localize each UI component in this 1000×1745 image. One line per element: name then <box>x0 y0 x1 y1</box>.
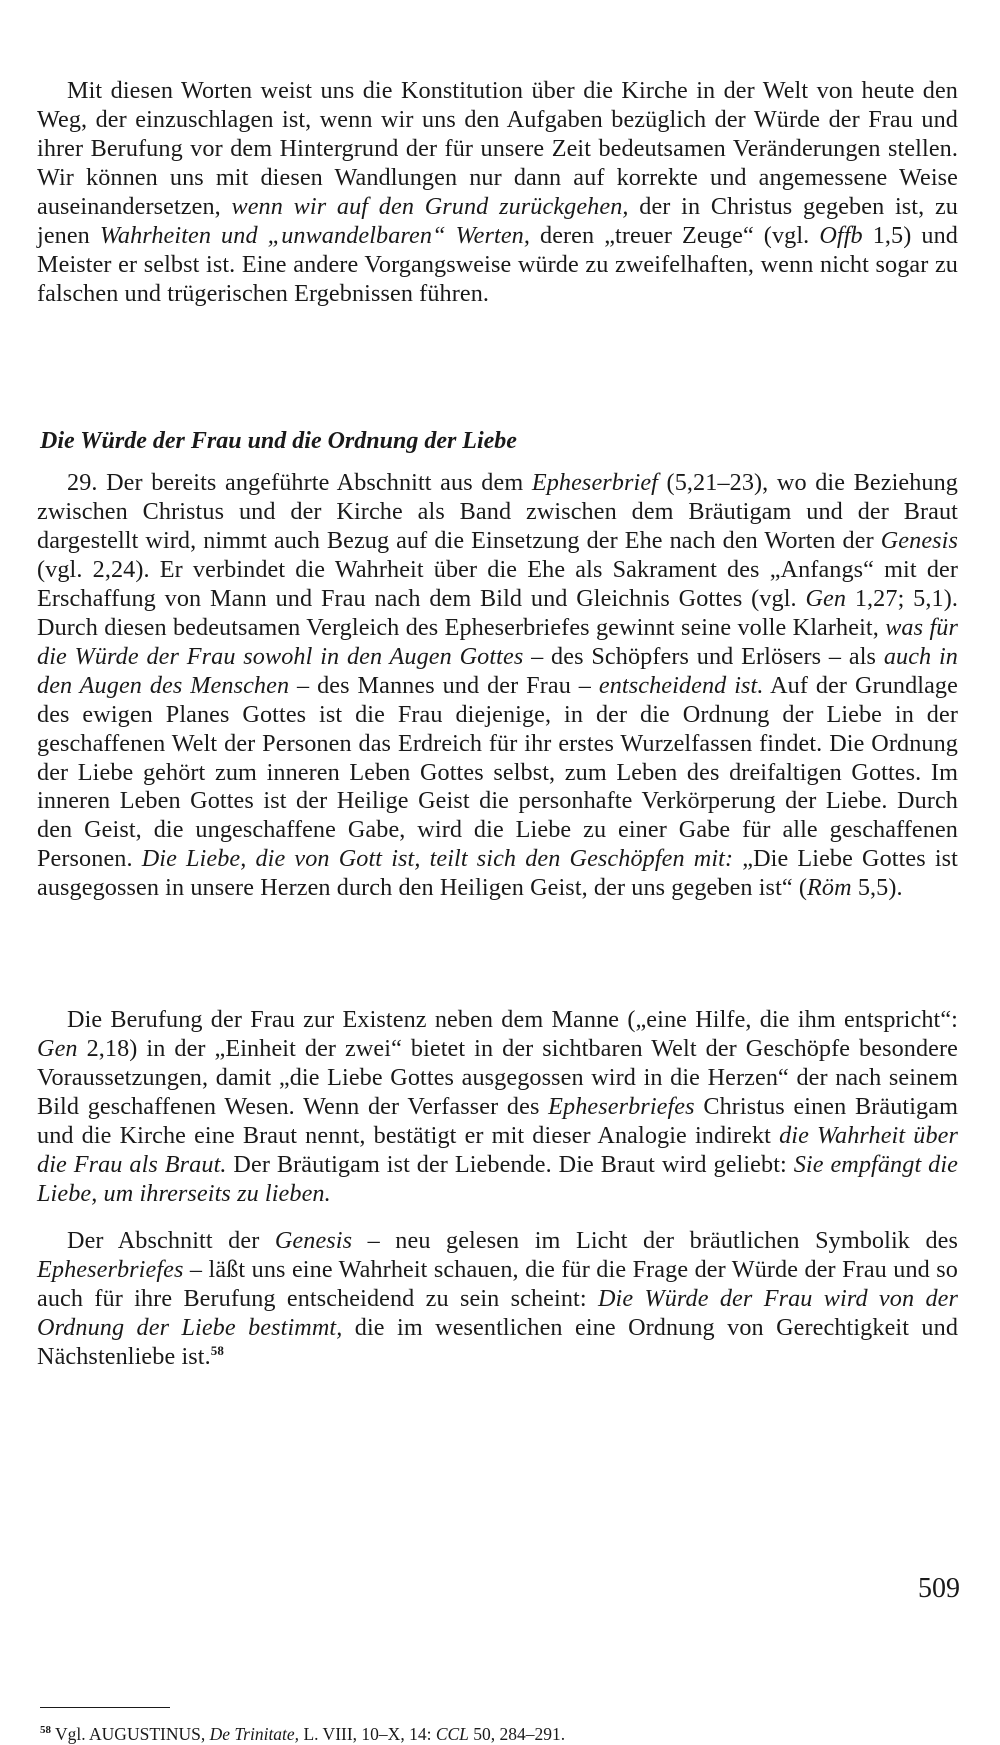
section-heading: Die Würde der Frau und die Ordnung der Liebe <box>40 428 517 454</box>
footnote-marker: 58 <box>40 1724 51 1737</box>
footnote-reference: 58 <box>210 1342 224 1358</box>
paragraph-29: 29. Der bereits angeführte Abschnitt aus dem Epheserbrief (5,21–23), wo die Beziehung zwischen Christus und der Kirche als Band zwischen dem Bräutigam und der Braut dargestellt wird, nimmt auch Bezug auf die Einsetzung der Ehe nach den Worten der Genesis (vgl. 2,24). Er verbindet die Wahrheit über die Ehe als Sakrament des „Anfangs“ mit der Erschaffung von Mann und Frau nach dem Bild und Gleichnis Gottes (vgl. Gen 1,27; 5,1). Durch diesen bedeutsamen Vergleich des Epheserbriefes gewinnt seine volle Klarheit, was für die Würde der Frau sowohl in den Augen Gottes – des Schöpfers und Erlösers – als auch in den Augen des Menschen – des Mannes und der Frau – entscheidend ist. Auf der Grundlage des ewigen Planes Gottes ist die Frau diejenige, in der die Ordnung der Liebe in der geschaffenen Welt der Personen das Erdreich für ihr erstes Wurzelfassen findet. Die Ordnung der Liebe gehört zum inneren Leben Gottes selbst, zum Leben des dreifaltigen Gottes. Im inneren Leben Gottes ist der Heilige Geist die personhafte Verkörperung der Liebe. Durch den Geist, die ungeschaffene Gabe, wird die Liebe zu einer Gabe für alle geschaffenen Personen. Die Liebe, die von Gott ist, teilt sich den Geschöpfen mit: „Die Liebe Gottes ist ausgegossen in unsere Herzen durch den Heiligen Geist, der uns gegeben ist“ (Röm 5,5). <box>37 469 959 902</box>
footnote-divider <box>40 1707 170 1708</box>
footnote: $^{58}$ Vgl. AUGUSTINUS, De Trinitate, L. VIII, 10–X, 14: CCL 50, 284–291. <box>40 1724 566 1744</box>
paragraph-intro: Mit diesen Worten weist uns die Konstitution über die Kirche in der Welt von heute den Weg, der einzuschlagen ist, wenn wir uns den Aufgaben bezüglich der Würde der Frau und ihrer Berufung vor dem Hintergrund der für unsere Zeit bedeutsamen Veränderungen stellen. Wir können uns mit diesen Wandlungen nur dann auf korrekte und angemessene Weise auseinandersetzen, wenn wir auf den Grund zurückgehen, der in Christus gegeben ist, zu jenen Wahrheiten und „unwandelbaren“ Werten, deren „treuer Zeuge“ (vgl. Offb 1,5) und Meister er selbst ist. Eine andere Vorgangsweise würde zu zweifelhaften, wenn nicht sogar zu falschen und trügerischen Ergebnissen führen. <box>37 77 958 307</box>
page-number: 509 <box>918 1573 960 1604</box>
paragraph-genesis: Der Abschnitt der Genesis – neu gelesen im Licht der bräutlichen Symbolik des Epheserbriefes – läßt uns eine Wahrheit schauen, die für die Frage der Würde der Frau und so auch für ihre Berufung entscheidend zu sein scheint: Die Würde der Frau wird von der Ordnung der Liebe bestimmt, die im wesentlichen eine Ordnung von Gerechtigkeit und Nächstenliebe ist.$^{58}$ <box>37 1227 959 1370</box>
paragraph-berufung: Die Berufung der Frau zur Existenz neben dem Manne („eine Hilfe, die ihm entspricht“: Gen 2,18) in der „Einheit der zwei“ bietet in der sichtbaren Welt der Geschöpfe besondere Voraussetzungen, damit „die Liebe Gottes ausgegossen wird in die Herzen“ der nach seinem Bild geschaffenen Wesen. Wenn der Verfasser des Epheserbriefes Christus einen Bräutigam und die Kirche eine Braut nennt, bestätigt er mit dieser Analogie indirekt die Wahrheit über die Frau als Braut. Der Bräutigam ist der Liebende. Die Braut wird geliebt: Sie empfängt die Liebe, um ihrerseits zu lieben. <box>37 1006 958 1207</box>
